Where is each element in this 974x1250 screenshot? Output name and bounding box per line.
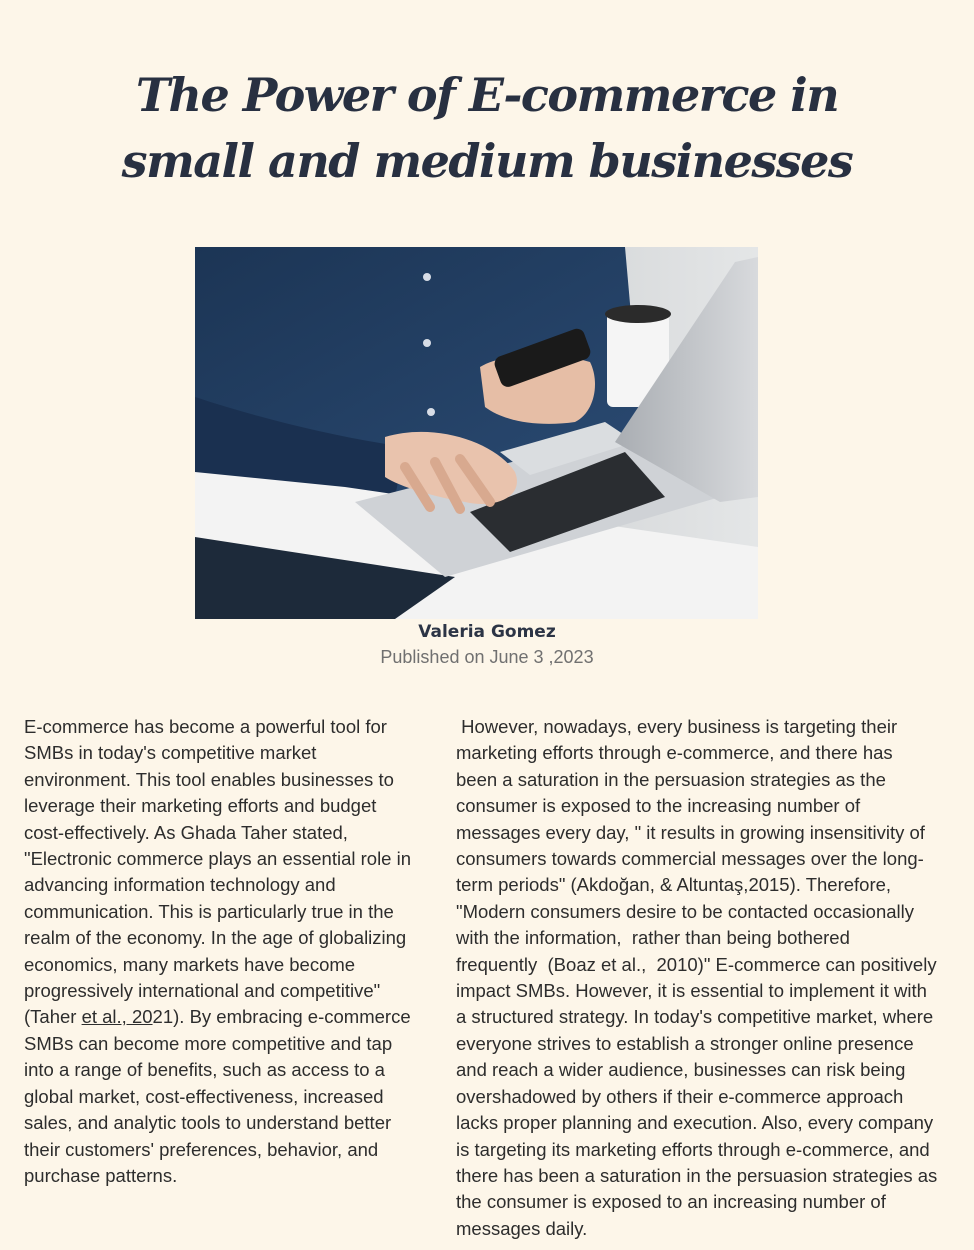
hero-image [195, 247, 758, 619]
body-line: progressively international and competitive" [24, 980, 381, 1002]
body-line: realm of the economy. In the age of globalizing [24, 927, 407, 949]
body-line: messages daily. [456, 1217, 588, 1239]
laptop-phone-photo-icon [195, 247, 758, 619]
body-line: consumer is exposed to the increasing number of [456, 795, 861, 817]
author-name: Valeria Gomez [418, 622, 556, 642]
body-line: leverage their marketing efforts and budget [24, 795, 377, 817]
body-line: there has been a saturation in the persuasion strategies as [456, 1164, 938, 1186]
body-line: their customers' preferences, behavior, and [24, 1138, 379, 1160]
body-line: "Electronic commerce plays an essential role in [24, 848, 412, 870]
byline [0, 620, 974, 670]
body-line: frequently (Boaz et al., 2010)" E-commerce can positively [456, 953, 937, 975]
body-line: "Modern consumers desire to be contacted occasionally [456, 900, 915, 922]
body-line: E-commerce has become a powerful tool for [24, 716, 387, 737]
body-line: advancing information technology and [24, 874, 336, 896]
body-line: lacks proper planning and execution. Also, every company [456, 1112, 934, 1134]
body-line: with the information, rather than being bothered [456, 927, 850, 949]
body-line: the consumer is exposed to an increasing number of [456, 1191, 886, 1213]
body-line: impact SMBs. However, it is essential to implement it with [456, 980, 927, 1002]
title-line-2: small and medium businesses [121, 134, 853, 188]
body-line: marketing efforts through e-commerce, and there has [456, 742, 893, 764]
body-line: SMBs can become more competitive and tap [24, 1032, 393, 1054]
article-title [0, 62, 974, 194]
body-line: overshadowed by others if their e-commerce approach [456, 1085, 904, 1107]
body-line: global market, cost-effectiveness, increased [24, 1085, 384, 1107]
body-line: economics, many markets have become [24, 953, 356, 975]
publish-date: Published on June 3 ,2023 [380, 647, 594, 667]
article-column-left [24, 714, 434, 1189]
body-line: been a saturation in the persuasion strategies as the [456, 768, 886, 790]
citation-suffix: 21). By embracing e-commerce [152, 1006, 411, 1028]
body-line: However, nowadays, every business is targeting their [456, 716, 898, 737]
body-line: SMBs in today's competitive market [24, 742, 317, 764]
body-line: and reach a wider audience, businesses can risk being [456, 1059, 906, 1081]
body-line: communication. This is particularly true in the [24, 900, 394, 922]
body-line: into a range of benefits, such as access to a [24, 1059, 385, 1081]
body-line: term periods" (Akdoğan, & Altuntaş,2015). Therefore, [456, 874, 892, 896]
citation-prefix: (Taher [24, 1006, 82, 1028]
body-line: cost-effectively. As Ghada Taher stated, [24, 821, 348, 843]
body-line: is targeting its marketing efforts through e-commerce, and [456, 1138, 930, 1160]
article-column-right [456, 714, 966, 1242]
body-line: everyone strives to establish a stronger online presence [456, 1032, 914, 1054]
body-line: messages every day, " it results in growing insensitivity of [456, 821, 925, 843]
body-line: a structured strategy. In today's competitive market, where [456, 1006, 934, 1028]
body-line: sales, and analytic tools to understand better [24, 1112, 392, 1134]
citation-link[interactable]: et al., 20 [81, 1006, 153, 1028]
body-line: environment. This tool enables businesses to [24, 768, 394, 790]
body-line: consumers towards commercial messages over the long- [456, 848, 924, 870]
body-line-citation [24, 1004, 434, 1030]
title-line-1: The Power of E-commerce in [135, 68, 839, 122]
body-line: purchase patterns. [24, 1164, 178, 1186]
